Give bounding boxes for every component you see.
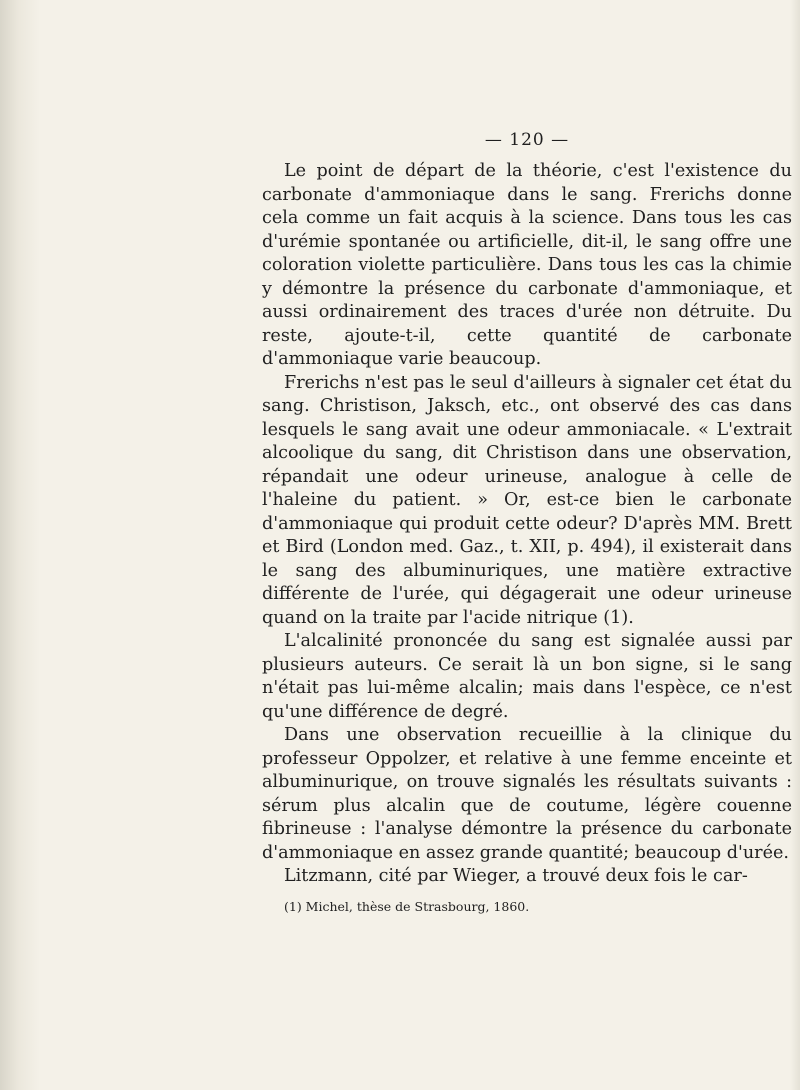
paragraph-2: Frerichs n'est pas le seul d'ailleurs à signaler cet état du sang. Christison, Jaksch, etc., ont observé des cas dans lesquels le sang avait une odeur ammoniacale. « L'extrait alcoolique du sang, dit Christison dans une observation, répandait une odeur urineuse, analogue à celle de l'haleine du patient. » Or, est-ce bien le carbonate d'ammoniaque qui produit cette odeur? D'après MM. Brett et Bird (London med. Gaz., t. XII, p. 494), il existerait dans le sang des albuminuriques, une matière extractive différente de l'urée, qui dégagerait une odeur urineuse quand on la traite par l'acide nitrique (1). (262, 372, 792, 628)
paragraph-3: L'alcalinité prononcée du sang est signalée aussi par plusieurs auteurs. Ce serait là un bon signe, si le sang n'était pas lui-même alcalin; mais dans l'espèce, ce n'est qu'une différence de degré. (262, 631, 792, 722)
footnote: (1) Michel, thèse de Strasbourg, 1860. (284, 898, 530, 914)
paragraph-4: Dans une observation recueillie à la clinique du professeur Oppolzer, et relative à une femme enceinte et albuminurique, on trouve signalés les résultats suivants : sérum plus alcalin que de coutume, légère couenne fibrineuse : l'analyse démontre la présence du carbonate d'ammoniaque en assez grande quantité; beaucoup d'urée. (262, 725, 792, 863)
paragraph-1: Le point de départ de la théorie, c'est l'existence du carbonate d'ammoniaque dans le sang. Frerichs donne cela comme un fait acquis à la science. Dans tous les cas d'urémie spontanée ou artificielle, dit-il, le sang offre une coloration violette particulière. Dans tous les cas la chimie y démontre la présence du carbonate d'ammoniaque, et aussi ordinairement des traces d'urée non détruite. Du reste, ajoute-t-il, cette quantité de carbonate d'ammoniaque varie beaucoup. (262, 161, 792, 369)
book-page (262, 130, 792, 915)
paragraph-5: Litzmann, cité par Wieger, a trouvé deux fois le car- (284, 866, 748, 886)
page-number: — 120 — (484, 130, 570, 150)
binding-gutter (0, 0, 40, 1090)
